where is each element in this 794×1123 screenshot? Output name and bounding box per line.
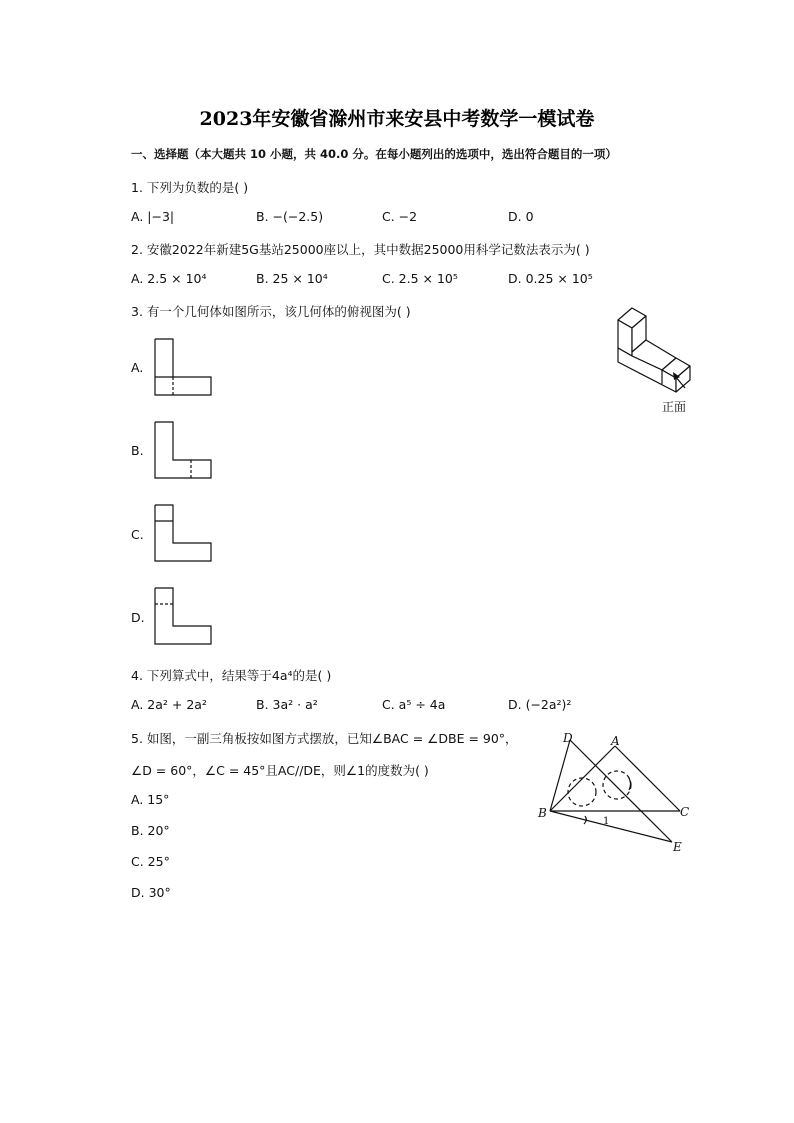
- segment-de: [570, 740, 672, 842]
- question-4-option-c: C. a⁵ ÷ 4a: [382, 697, 446, 712]
- option-b-outline: [155, 422, 211, 478]
- question-2-option-d: D. 0.25 × 10⁵: [508, 271, 593, 286]
- question-1-stem: 1. 下列为负数的是( ): [131, 180, 249, 195]
- question-1-option-d: D. 0: [508, 209, 534, 224]
- question-5-option-b: B. 20°: [131, 823, 170, 838]
- option-a-outline: [155, 339, 211, 395]
- question-2-option-c: C. 2.5 × 10⁵: [382, 271, 458, 286]
- question-5-stem-line-2: ∠D = 60°，∠C = 45°且AC//DE，则∠1的度数为( ): [131, 763, 429, 778]
- option-b-top-view: [154, 421, 214, 481]
- question-5-option-c: C. 25°: [131, 854, 170, 869]
- question-3-solid-figure: [610, 300, 700, 400]
- question-2-option-a: A. 2.5 × 10⁴: [131, 271, 207, 286]
- page-title: 2023年安徽省滁州市来安县中考数学一模试卷: [199, 108, 595, 130]
- dashed-circle-right: [603, 771, 631, 799]
- angle-1-label: 1: [603, 816, 610, 827]
- question-1-option-c: C. −2: [382, 209, 418, 224]
- segment-be: [550, 811, 672, 842]
- point-e-label: E: [673, 840, 682, 854]
- question-1-option-a: A. |−3|: [131, 209, 175, 224]
- dashed-circle-left: [568, 778, 596, 806]
- segment-ac: [615, 746, 680, 811]
- option-d-top-view: [154, 587, 214, 647]
- question-3-option-c: C.: [131, 527, 144, 542]
- question-1-option-b: B. −(−2.5): [256, 209, 324, 224]
- option-a-top-view: [154, 338, 214, 398]
- question-3-option-d: D.: [131, 610, 145, 625]
- option-c-top-view: [154, 504, 214, 564]
- question-5-stem-line-1: 5. 如图，一副三角板按如图方式摆放，已知∠BAC = ∠DBE = 90°，: [131, 731, 518, 746]
- question-3-option-a: A.: [131, 360, 144, 375]
- question-5-option-d: D. 30°: [131, 885, 171, 900]
- section-heading: 一、选择题（本大题共 10 小题，共 40.0 分。在每小题列出的选项中，选出符合题目的一项）: [131, 147, 617, 161]
- front-view-label: 正面: [662, 400, 687, 414]
- question-2-option-b: B. 25 × 10⁴: [256, 271, 328, 286]
- point-d-label: D: [563, 731, 573, 745]
- angle-mark: [629, 778, 631, 790]
- question-4-option-d: D. (−2a²)²: [508, 697, 572, 712]
- option-c-outline: [155, 505, 211, 561]
- question-5-triangle-figure: [530, 728, 700, 858]
- question-4-stem: 4. 下列算式中，结果等于4a⁴的是( ): [131, 668, 332, 683]
- point-a-label: A: [611, 734, 620, 748]
- point-b-label: B: [538, 806, 547, 820]
- question-3-option-b: B.: [131, 443, 144, 458]
- point-c-label: C: [680, 805, 690, 819]
- option-d-outline: [155, 588, 211, 644]
- question-4-option-b: B. 3a² · a²: [256, 697, 318, 712]
- question-3-stem: 3. 有一个几何体如图所示，该几何体的俯视图为( ): [131, 304, 411, 319]
- question-2-stem: 2. 安徽2022年新建5G基站25000座以上，其中数据25000用科学记数法表示为( ): [131, 242, 590, 257]
- question-4-option-a: A. 2a² + 2a²: [131, 697, 207, 712]
- question-5-option-a: A. 15°: [131, 792, 170, 807]
